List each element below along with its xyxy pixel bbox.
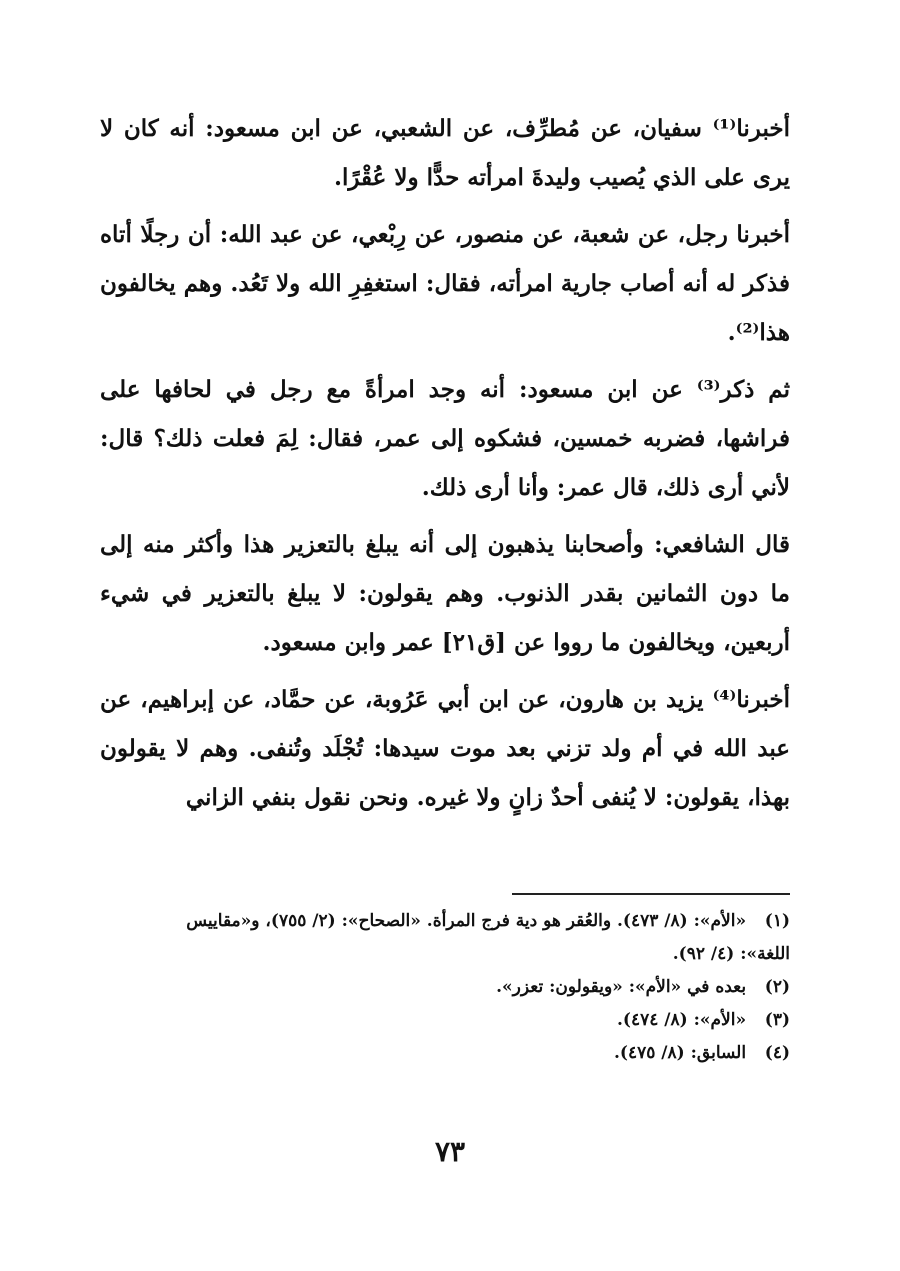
paragraph-2: أخبرنا رجل، عن شعبة، عن منصور، عن رِبْعي، عن عبد الله: أن رجلًا أتاه فذكر له أنه أصاب جارية امرأته، فقال: استغفِرِ الله ولا تَعُد. وهم يخالفون هذا⁽²⁾. [100,221,790,346]
page-number: ٧٣ [434,1135,466,1168]
footnote-text: «الأم»: (٨/ ٤٧٤). [616,1010,747,1030]
footnote-4 [100,1037,790,1070]
footnote-1 [100,905,790,938]
paragraph-5: أخبرنا⁽⁴⁾ يزيد بن هارون، عن ابن أبي عَرُوبة، عن حمَّاد، عن إبراهيم، عن عبد الله في أم ولد تزني بعد موت سيدها: تُجْلَد وتُنفى. وهم لا يقولون بهذا، يقولون: لا يُنفى أحدٌ زانٍ ولا غيره. ونحن نقول بنفي الزاني [100,686,790,811]
footnote-2 [100,971,790,1004]
footnote-number: (٢) [764,977,790,997]
footnote-divider [512,893,790,895]
footnote-number: (١) [764,911,790,931]
footnote-text: «الأم»: (٨/ ٤٧٣). والعُقر هو دية فرج المرأة. «الصحاح»: (٢/ ٧٥٥)، و«مقاييس [186,911,747,931]
paragraph-4: قال الشافعي: وأصحابنا يذهبون إلى أنه يبلغ بالتعزير هذا وأكثر منه إلى ما دون الثمانين بقدر الذنوب. وهم يقولون: لا يبلغ بالتعزير في شيء أربعين، ويخالفون ما رووا عن [ق٢١] عمر وابن مسعود. [100,531,790,656]
footnote-3 [100,1004,790,1037]
footnotes [100,905,790,1070]
footnote-number: (٣) [764,1010,790,1030]
footnote-text: بعده في «الأم»: «ويقولون: تعزر». [496,977,747,997]
footnote-1-continuation: اللغة»: (٤/ ٩٢). [672,944,790,964]
paragraph-1: أخبرنا⁽¹⁾ سفيان، عن مُطرِّف، عن الشعبي، عن ابن مسعود: أنه كان لا يرى على الذي يُصيب وليدةَ امرأته حدًّا ولا عُقْرًا. [100,115,790,191]
footnote-number: (٤) [764,1043,790,1063]
footnote-text: السابق: (٨/ ٤٧٥). [614,1043,747,1063]
paragraph-3: ثم ذكر⁽³⁾ عن ابن مسعود: أنه وجد امرأةً مع رجل في لحافها على فراشها، فضربه خمسين، فشكوه إلى عمر، فقال: لِمَ فعلت ذلك؟ قال: لأني أرى ذلك، قال عمر: وأنا أرى ذلك. [100,376,790,501]
main-text [100,104,790,830]
